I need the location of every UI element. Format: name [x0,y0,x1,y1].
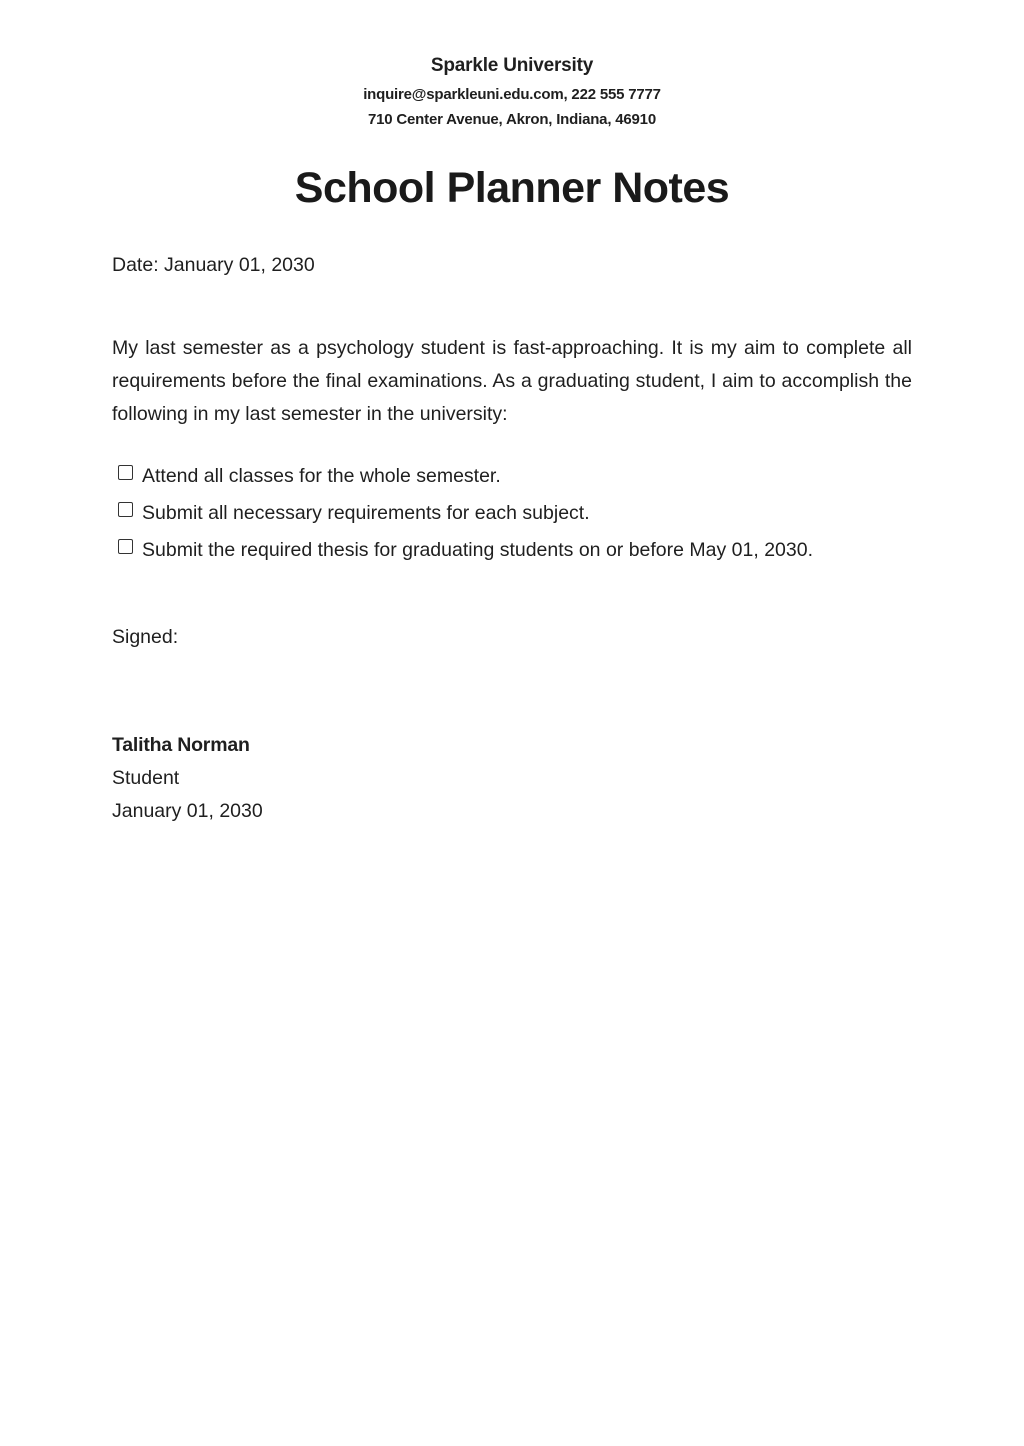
checklist-item-label: Attend all classes for the whole semester. [142,465,501,487]
signed-label: Signed: [112,626,179,648]
checklist-item [112,497,912,534]
signature-date: January 01, 2030 [112,800,263,822]
signatory-name: Talitha Norman [112,734,250,756]
goal-checklist [112,460,912,571]
checklist-item-label: Submit the required thesis for graduating students on or before May 01, 2030. [142,539,813,561]
intro-paragraph: My last semester as a psychology student is fast-approaching. It is my aim to complete all requirements before the final examinations. As a graduating student, I aim to accomplish the following in my last semester in the university: [112,337,912,425]
checklist-item [112,534,912,571]
signatory-role: Student [112,767,180,789]
organization-address: 710 Center Avenue, Akron, Indiana, 46910 [368,111,656,128]
checklist-item [112,460,912,497]
checklist-item-label: Submit all necessary requirements for each subject. [142,502,590,524]
page-title: School Planner Notes [294,164,730,212]
document-date: Date: January 01, 2030 [112,254,315,276]
organization-contact: inquire@sparkleuni.edu.com, 222 555 7777 [363,86,661,103]
organization-name: Sparkle University [430,55,594,76]
checkbox[interactable] [118,465,133,480]
checkbox[interactable] [118,539,133,554]
signature-block [112,729,912,828]
checkbox[interactable] [118,502,133,517]
